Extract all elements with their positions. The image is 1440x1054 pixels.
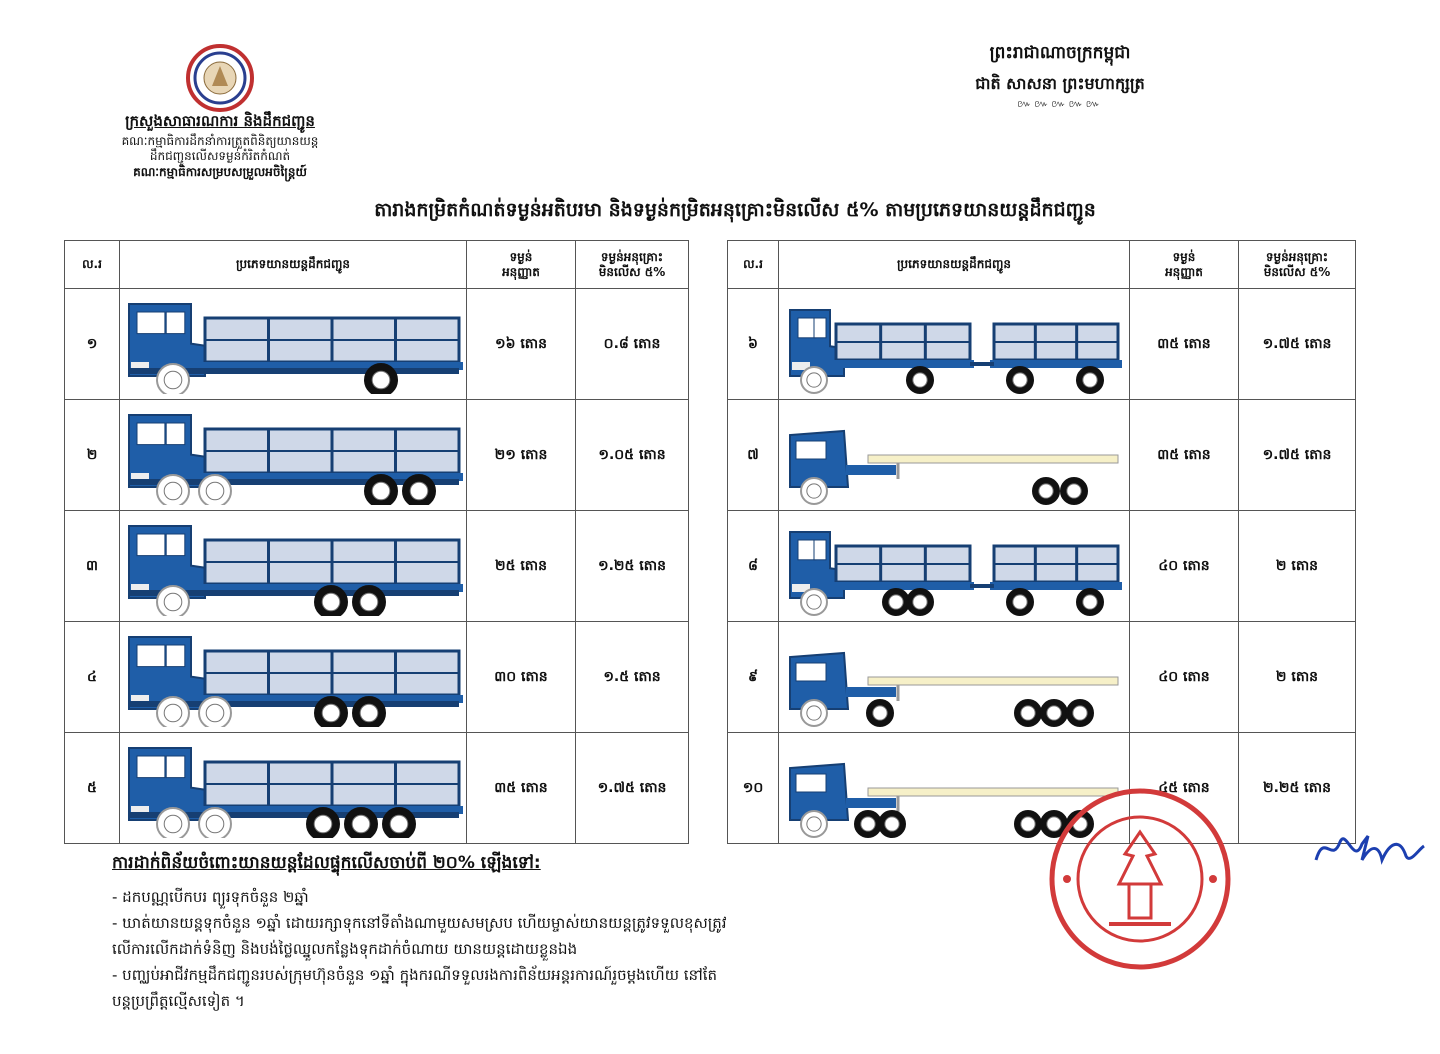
- vehicle-rigid-3-axle-truck: [123, 516, 463, 616]
- weight-table-left: [64, 240, 689, 844]
- vehicle-illustration-cell: [779, 622, 1130, 733]
- vehicle-illustration-cell: [779, 289, 1130, 400]
- committee-line-2: ដឹកជញ្ជូនលើសទម្ងន់កំរិតកំណត់: [149, 149, 291, 163]
- tolerance-weight: ២ តោន: [1239, 511, 1356, 622]
- official-seal: [1045, 784, 1235, 974]
- row-number: ៥: [65, 733, 120, 844]
- table-row: [728, 511, 1356, 622]
- tolerance-weight: ២ តោន: [1239, 622, 1356, 733]
- handwritten-signature: [1310, 820, 1430, 880]
- tolerance-weight: ១.៧៥ តោន: [1239, 289, 1356, 400]
- vehicle-illustration-cell: [120, 289, 467, 400]
- row-number: ១: [65, 289, 120, 400]
- row-number: ៦: [728, 289, 779, 400]
- document-title: តារាងកម្រិតកំណត់ទម្ងន់អតិបរមា និងទម្ងន់កម្រិតអនុគ្រោះមិនលើស ៥% តាមប្រភេទយានយន្តដឹកជញ្ជូន: [374, 199, 1096, 221]
- cargo-body: [990, 546, 1122, 590]
- penalties-heading: ការដាក់ពិន័យចំពោះយានយន្តដែលផ្ទុកលើសចាប់ពី ២០% ឡើងទៅ:: [112, 853, 541, 873]
- vehicle-illustration-cell: [120, 622, 467, 733]
- tolerance-weight: ១.៥ តោន: [576, 622, 689, 733]
- weight-table-right: [727, 240, 1356, 844]
- row-number: ៧: [728, 400, 779, 511]
- vehicle-tractor-semitrailer-5-axle: [784, 627, 1124, 727]
- header-allowed: ទម្ងន់ អនុញ្ញាត: [1130, 241, 1239, 289]
- vehicle-rigid-4-axle-truck: [123, 627, 463, 727]
- header-vehicle-type: ប្រភេទយានយន្តដឹកជញ្ជូន: [779, 241, 1130, 289]
- motto-ornament: ៚៚៚៚៚: [1017, 99, 1103, 110]
- ministry-header: [70, 112, 370, 182]
- vehicle-tractor-semitrailer-4-axle: [784, 405, 1124, 505]
- cargo-body: [201, 540, 463, 592]
- allowed-weight: ៣៥ តោន: [1130, 400, 1239, 511]
- penalty-item: - ឃាត់យានយន្តទុកចំនួន ១ឆ្នាំ ដោយរក្សាទុកនៅទីតាំងណាមួយសមស្រប ហើយម្ចាស់យានយន្តត្រូវទទួលខុសត្រូវ: [112, 914, 727, 932]
- vehicle-illustration-cell: [120, 400, 467, 511]
- table-row: [65, 289, 689, 400]
- kingdom-header: [880, 42, 1240, 112]
- penalty-item: លើការលើកដាក់ទំនិញ និងបង់ថ្លៃឈ្នួលកន្លែងទុកដាក់ចំណាយ យានយន្តដោយខ្លួនឯង: [112, 940, 578, 958]
- cargo-body: [201, 318, 463, 370]
- row-number: ៤: [65, 622, 120, 733]
- header-tolerance: ទម្ងន់អនុគ្រោះ មិនលើស ៥%: [576, 241, 689, 289]
- vehicle-truck-trailer-5-axle: [784, 516, 1124, 616]
- cargo-body: [201, 429, 463, 481]
- vehicle-illustration-cell: [779, 400, 1130, 511]
- vehicle-illustration-cell: [779, 511, 1130, 622]
- table-row: [728, 400, 1356, 511]
- tolerance-weight: ០.៨ តោន: [576, 289, 689, 400]
- vehicle-illustration-cell: [120, 733, 467, 844]
- tolerance-weight: ១.៧៥ តោន: [576, 733, 689, 844]
- table-row: [65, 511, 689, 622]
- allowed-weight: ៣៥ តោន: [1130, 289, 1239, 400]
- allowed-weight: ១៦ តោន: [467, 289, 576, 400]
- cargo-body: [832, 324, 974, 368]
- row-number: ៨: [728, 511, 779, 622]
- penalty-item: បន្តប្រព្រឹត្តល្មើសទៀត ។: [112, 992, 245, 1010]
- header-no: ល.រ: [728, 241, 779, 289]
- allowed-weight: ៤០ តោន: [1130, 511, 1239, 622]
- semitrailer-deck: [868, 677, 1118, 701]
- row-number: ១០: [728, 733, 779, 844]
- header-tolerance: ទម្ងន់អនុគ្រោះ មិនលើស ៥%: [1239, 241, 1356, 289]
- vehicle-illustration-cell: [120, 511, 467, 622]
- ministry-name: ក្រសួងសាធារណការ និងដឹកជញ្ជូន: [125, 112, 315, 130]
- header-allowed: ទម្ងន់ អនុញ្ញាត: [467, 241, 576, 289]
- penalty-item: - ដកបណ្ណបើកបរ ព្យួរទុកចំនួន ២ឆ្នាំ: [112, 888, 309, 906]
- cargo-body: [201, 651, 463, 703]
- penalties-list: [112, 884, 1012, 1014]
- table-row: [728, 733, 1356, 844]
- row-number: ២: [65, 400, 120, 511]
- allowed-weight: ២៥ តោន: [467, 511, 576, 622]
- semitrailer-deck: [868, 455, 1118, 479]
- allowed-weight: ៣០ តោន: [467, 622, 576, 733]
- header-vehicle-type: ប្រភេទយានយន្តដឹកជញ្ជូន: [120, 241, 467, 289]
- allowed-weight: ២១ តោន: [467, 400, 576, 511]
- kingdom-name: ព្រះរាជាណាចក្រកម្ពុជា: [989, 43, 1131, 63]
- tolerance-weight: ២.២៥ តោន: [1239, 733, 1356, 844]
- vehicle-rigid-5-axle-truck: [123, 738, 463, 838]
- row-number: ៩: [728, 622, 779, 733]
- tolerance-weight: ១.២៥ តោន: [576, 511, 689, 622]
- tolerance-weight: ១.៧៥ តោន: [1239, 400, 1356, 511]
- tolerance-weight: ១.០៥ តោន: [576, 400, 689, 511]
- ministry-logo: [186, 44, 254, 112]
- national-motto: ជាតិ សាសនា ព្រះមហាក្សត្រ: [975, 74, 1145, 93]
- allowed-weight: ៣៥ តោន: [467, 733, 576, 844]
- header-no: ល.រ: [65, 241, 120, 289]
- table-row: [65, 733, 689, 844]
- allowed-weight: ៤០ តោន: [1130, 622, 1239, 733]
- row-number: ៣: [65, 511, 120, 622]
- allowed-weight: ៤៥ តោន: [1130, 733, 1239, 844]
- committee-line-1: គណៈកម្មាធិការដឹកនាំការត្រួតពិនិត្យយានយន្ត: [121, 134, 319, 148]
- vehicle-rigid-3-axle-front-steer-truck: [123, 405, 463, 505]
- vehicle-truck-trailer-4-axle: [784, 294, 1124, 394]
- table-row: [728, 289, 1356, 400]
- penalty-item: - បញ្ឈប់អាជីវកម្មដឹកជញ្ជូនរបស់ក្រុមហ៊ុនចំនួន ១ឆ្នាំ ក្នុងករណីទទួលរងការពិន័យអន្តរការណ៍រួចម្តងហើយ នៅតែ: [112, 966, 718, 984]
- cargo-body: [201, 762, 463, 814]
- committee-line-3: គណៈកម្មាធិការសម្របសម្រួលអចិន្ត្រៃយ៍: [133, 165, 307, 179]
- cargo-body: [990, 324, 1122, 368]
- table-row: [65, 400, 689, 511]
- vehicle-rigid-2-axle-truck: [123, 294, 463, 394]
- cargo-body: [832, 546, 974, 590]
- table-row: [65, 622, 689, 733]
- table-row: [728, 622, 1356, 733]
